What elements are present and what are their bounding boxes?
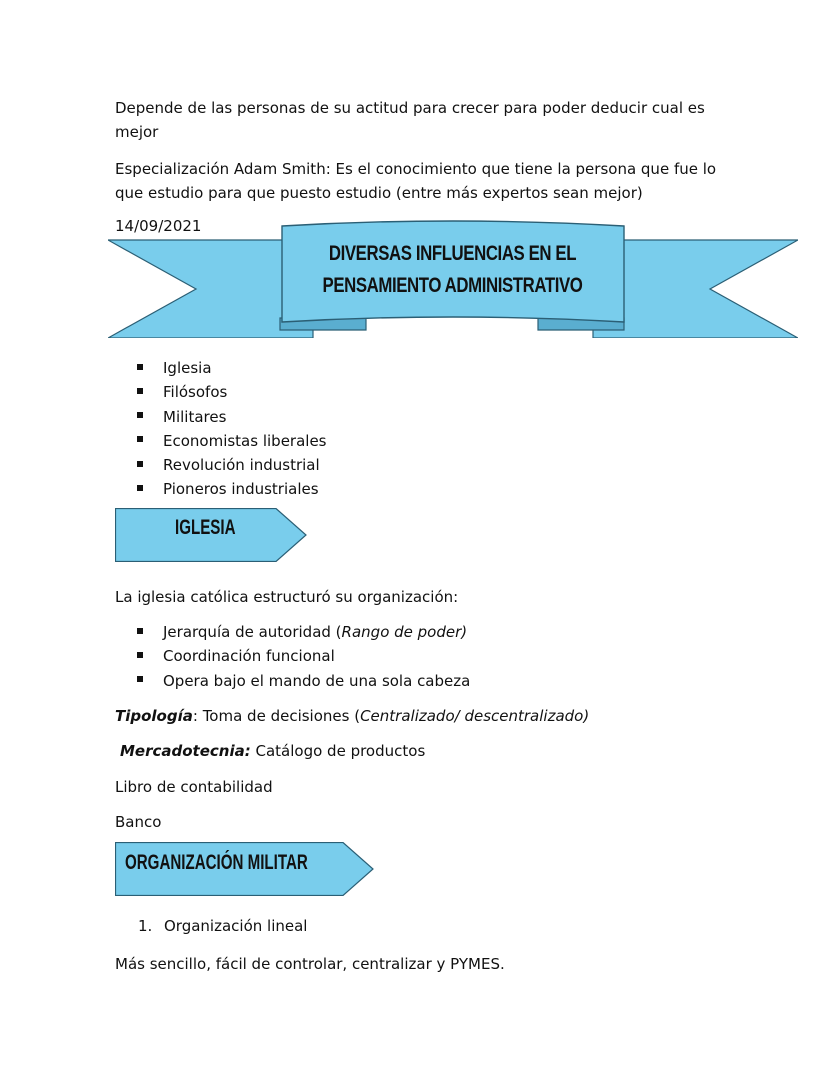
militar-description: Más sencillo, fácil de controlar, centralizar y PYMES. <box>115 955 505 973</box>
libro-contabilidad-text: Libro de contabilidad <box>115 778 273 796</box>
militar-list <box>138 914 307 938</box>
square-bullet-icon <box>137 676 143 682</box>
square-bullet-icon <box>137 628 143 634</box>
list-item: Filósofos <box>137 380 327 404</box>
list-item: Coordinación funcional <box>137 644 470 668</box>
banco-text: Banco <box>115 813 162 831</box>
square-bullet-icon <box>137 485 143 491</box>
date-text: 14/09/2021 <box>115 217 202 235</box>
square-bullet-icon <box>137 652 143 658</box>
intro-paragraph-2: Especialización Adam Smith: Es el conocimiento que tiene la persona que fue lo que estudio para que puesto estudio (entre más expertos sean mejor) <box>115 160 717 202</box>
list-item: Economistas liberales <box>137 429 327 453</box>
list-item: Pioneros industriales <box>137 477 327 501</box>
list-item: Militares <box>137 405 327 429</box>
iglesia-list <box>137 620 470 693</box>
square-bullet-icon <box>137 412 143 418</box>
list-item: 1. Organización lineal <box>138 917 308 935</box>
iglesia-heading: IGLESIA <box>175 516 236 539</box>
square-bullet-icon <box>137 461 143 467</box>
iglesia-intro: La iglesia católica estructuró su organización: <box>115 588 459 606</box>
square-bullet-icon <box>137 388 143 394</box>
square-bullet-icon <box>137 436 143 442</box>
list-item: Opera bajo el mando de una sola cabeza <box>137 669 470 693</box>
list-item: Iglesia <box>137 356 327 380</box>
banner-title-line-1: DIVERSAS INFLUENCIAS EN EL <box>328 242 577 265</box>
list-item: Jerarquía de autoridad (Rango de poder) <box>137 620 470 644</box>
banner-title-line-2: PENSAMIENTO ADMINISTRATIVO <box>322 274 583 297</box>
mercadotecnia-line: Mercadotecnia: Catálogo de productos <box>120 742 426 760</box>
influences-list <box>137 356 327 502</box>
tipologia-line: Tipología: Toma de decisiones (Centralizado/ descentralizado) <box>115 707 590 725</box>
intro-paragraph-1: Depende de las personas de su actitud para crecer para poder deducir cual es mejor <box>115 99 705 141</box>
militar-heading: ORGANIZACIÓN MILITAR <box>125 851 308 874</box>
square-bullet-icon <box>137 364 143 370</box>
list-item: Revolución industrial <box>137 453 327 477</box>
banner-title <box>323 238 583 302</box>
